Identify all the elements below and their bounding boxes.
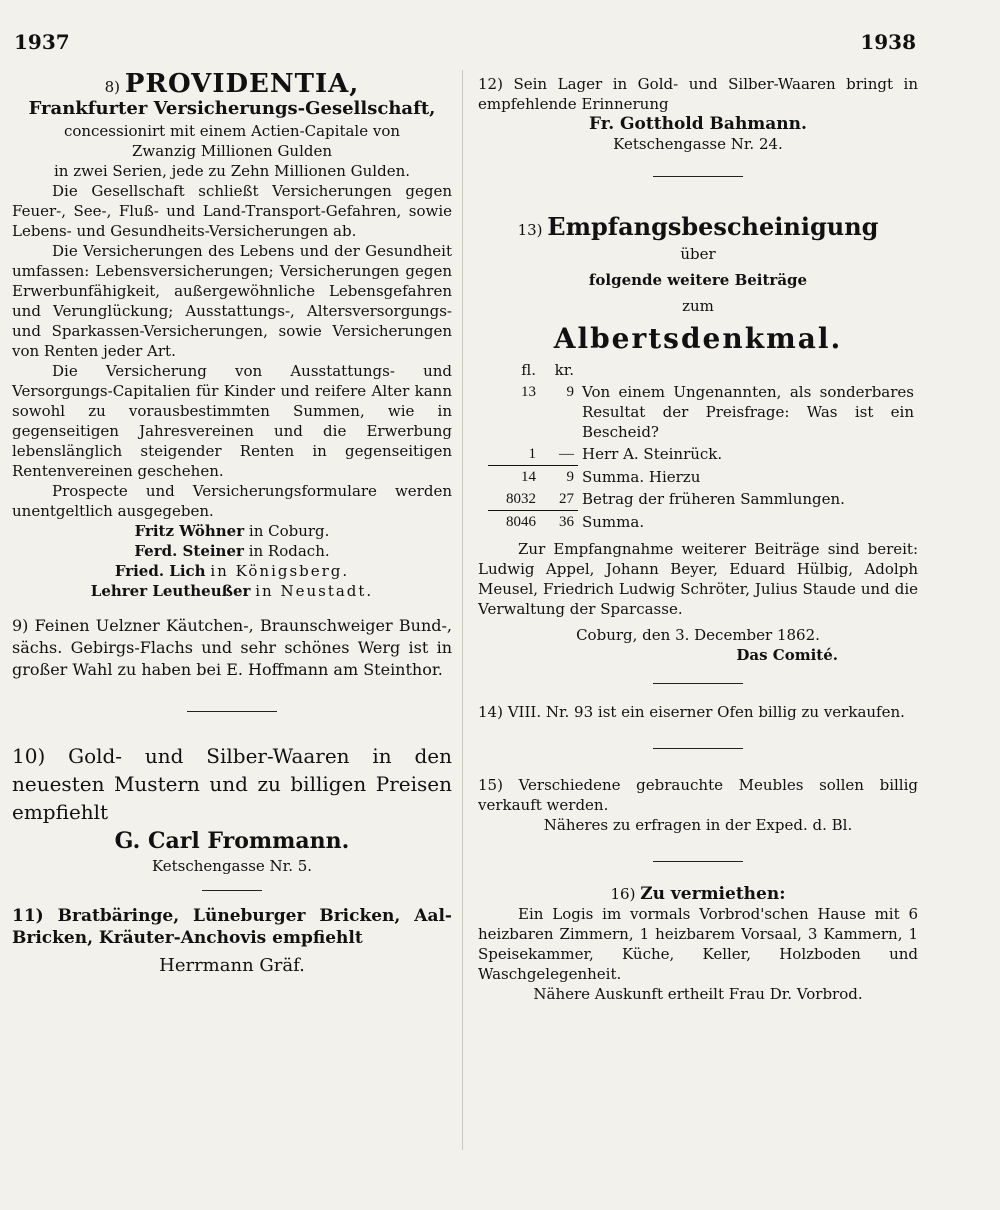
ad-13-monument: Albertsdenkmal. [553,322,843,355]
table-row [488,511,918,534]
amount-kr: 9 [540,466,578,489]
entry-text: Betrag der früheren Sammlungen. [582,490,845,508]
table-header-row [488,359,918,381]
ad-13-signature: Das Comité. [736,646,838,664]
agent-place: in Rodach. [248,542,330,560]
ad-13-date: Coburg, den 3. December 1862. [576,626,820,644]
ad-14: 14) VIII. Nr. 93 ist ein eiserner Ofen billig zu verkaufen. [478,703,905,721]
ad-11-text: 11) Bratbäringe, Lüneburger Bricken, Aal-Bricken, Kräuter-Anchovis empfiehlt [12,906,452,948]
column-header-text [578,359,918,381]
ad-15-text: 15) Verschiedene gebrauchte Meubles sollen billig verkauft werden. [478,776,918,814]
ad-8-line1: concessionirt mit einem Actien-Capitale von [63,122,401,140]
ad-10-body [12,742,452,826]
spacer [12,601,452,615]
agent-place: in Neustadt. [255,582,374,600]
ad-10-address: Ketschengasse Nr. 5. [151,857,313,875]
ad-12 [478,74,918,154]
table-row [488,443,918,466]
agent-name: Fritz Wöhner [134,522,245,540]
column-divider [462,70,463,1150]
ad-13-to: zum [682,297,714,315]
left-column [12,69,452,979]
ad-12-address: Ketschengasse Nr. 24. [613,135,783,153]
amount-kr: — [559,446,574,462]
ad-9: 9) Feinen Uelzner Käutchen-, Braunschweiger Bund-, sächs. Gebirgs-Flachs und sehr schönes Werg ist in großer Wahl zu haben bei E. Hoffmann am Steinthor. [12,616,452,679]
ad-16-header [478,884,918,904]
entry-text: Von einem Ungenannten, als sonderbares Resultat der Preisfrage: Was ist ein Bescheid? [582,383,914,441]
ad-11-merchant: Herrmann Gräf. [159,955,305,976]
entry-text: Herr A. Steinrück. [582,445,723,463]
right-column [478,74,918,1004]
ad-10-text: Gold- und Silber-Waaren in den neuesten Mustern und zu billigen Preisen empfiehlt [12,744,452,824]
amount-fl: 8032 [506,491,536,507]
agent-name: Fried. Lich [114,562,206,580]
amount-fl: 8046 [488,511,540,534]
ad-11 [12,905,452,979]
ad-8-line2: Zwanzig Millionen Gulden [131,142,333,160]
entry-text: Summa. Hierzu [582,467,701,486]
separator-rule [653,748,743,749]
ad-8-paragraph-2: Die Versicherungen des Lebens und der Gesundheit umfassen: Lebensversicherungen; Versicherungen gegen Erwerbunfähigkeit, außergewöhnliche Lebensgefahren und Verunglückung; Ausstattungs-, Altersversorgungs- und Sparkassen-Versicherungen, sowie Versicherungen von Renten jeder Art. [12,242,452,360]
ad-13-header [478,213,918,241]
agent-name: Lehrer Leutheußer [90,582,251,600]
ad-8-paragraph-4: Prospecte und Versicherungsformulare werden unentgeltlich ausgegeben. [12,482,452,520]
amount-kr: 9 [566,384,574,400]
ad-12-merchant: Fr. Gotthold Bahmann. [589,114,807,134]
ad-13-title: Empfangsbescheinigung [547,212,879,241]
ad-8-subtitle: Frankfurter Versicherungs-Gesellschaft, [28,98,436,119]
ad-16-more: Nähere Auskunft ertheilt Frau Dr. Vorbrod. [533,985,863,1003]
ad-12-text: 12) Sein Lager in Gold- und Silber-Waaren bringt in empfehlende Erinnerung [478,75,918,113]
ad-8-header [12,69,452,99]
separator-rule [202,890,262,891]
agent-place: in Königsberg. [210,562,350,580]
amount-fl: 13 [521,384,536,400]
separator-rule [187,711,277,712]
ad-13-number: 13) [517,221,543,239]
ad-15 [478,775,918,835]
ad-16-title: Zu vermiethen: [640,884,786,904]
agent-name: Ferd. Steiner [134,542,244,560]
table-row [488,466,918,489]
entry-text: Summa. [582,512,645,531]
ad-13-note: Zur Empfangnahme weiterer Beiträge sind bereit: Ludwig Appel, Johann Beyer, Eduard Hülbig, Adolph Meusel, Friedrich Ludwig Schröter, Julius Staude und die Verwaltung der Sparcasse. [478,540,918,618]
ad-16-text: Ein Logis im vormals Vorbrod'schen Hause mit 6 heizbaren Zimmern, 1 heizbarem Vorsaal, 3 Kammern, 1 Speisekammer, Küche, Keller, Holzboden und Waschgelegenheit. [478,905,918,983]
page-number-right: 1938 [860,30,916,54]
amount-fl: 1 [528,446,536,462]
separator-rule [653,176,743,177]
agent-line [12,521,452,541]
ad-8-title: PROVIDENTIA, [124,69,360,99]
agent-line [12,561,452,581]
page-number-left: 1937 [14,30,70,54]
agent-place: in Coburg. [248,522,330,540]
ad-13-over: über [680,245,716,263]
ad-13 [478,213,918,665]
agent-line [12,541,452,561]
amount-kr: 36 [540,511,578,534]
ad-10-number: 10) [12,744,46,768]
ad-8-agents [12,521,452,601]
column-header-fl: fl. [521,361,536,379]
ad-16 [478,884,918,1004]
table-row [488,381,918,443]
agent-line [12,581,452,601]
ad-8-paragraph-1: Die Gesellschaft schließt Versicherungen gegen Feuer-, See-, Fluß- und Land-Transport-Gefahren, sowie Lebens- und Gesundheits-Versicherungen ab. [12,182,452,240]
separator-rule [653,683,743,684]
separator-rule [653,861,743,862]
ad-10-merchant: G. Carl Frommann. [114,828,350,854]
ad-13-subtitle: folgende weitere Beiträge [588,271,808,289]
ad-8 [12,69,452,601]
ad-10 [12,742,452,876]
ad-8-paragraph-3: Die Versicherung von Ausstattungs- und Versorgungs-Capitalien für Kinder und reifere Alter kann sowohl zu vorausbestimmten Summen, wie in gegenseitigen Jahresvereinen und die Erwerbung lebenslänglich steigender Renten in gegenseitigen Rentenvereinen geschehen. [12,362,452,480]
ad-8-line3: in zwei Serien, jede zu Zehn Millionen Gulden. [54,162,410,180]
table-row [488,488,918,511]
amount-fl: 14 [488,466,540,489]
amount-kr: 27 [559,491,574,507]
ad-15-more: Näheres zu erfragen in der Exped. d. Bl. [543,816,853,834]
contributions-table [488,359,918,533]
column-header-kr: kr. [554,361,574,379]
ad-16-number: 16) [610,885,636,903]
ad-8-number: 8) [104,78,121,96]
